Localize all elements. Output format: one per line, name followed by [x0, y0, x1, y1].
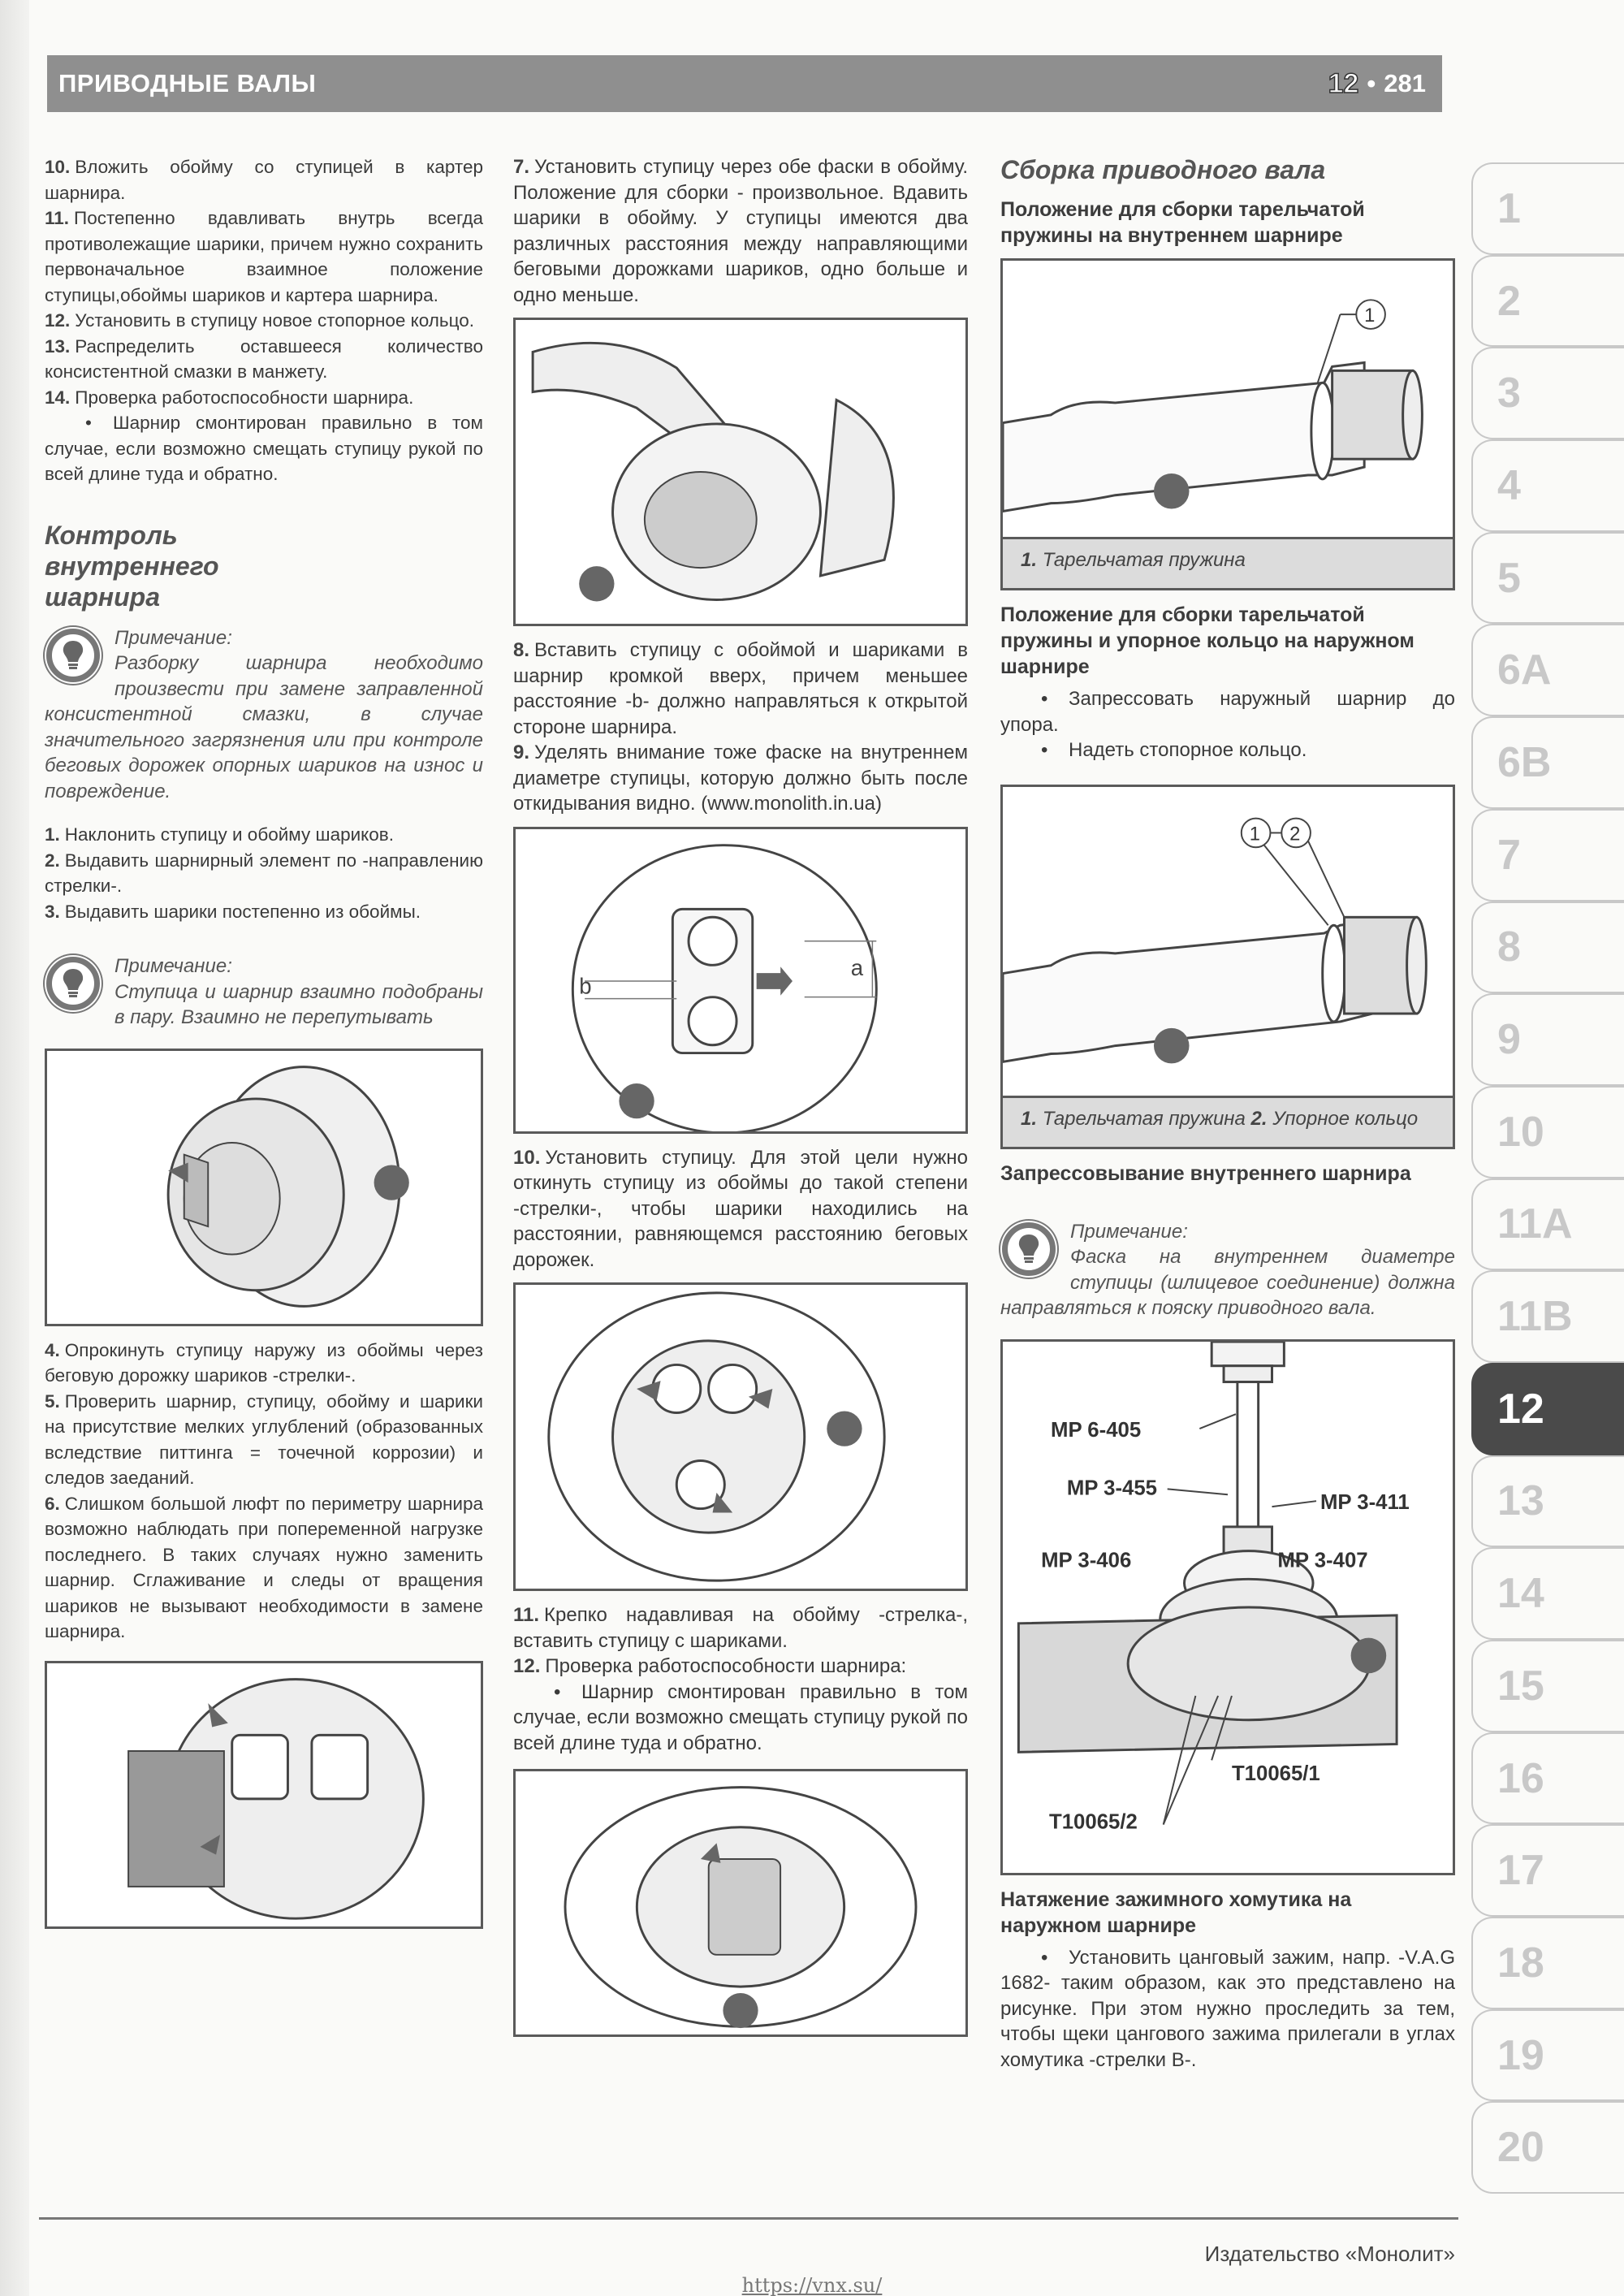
figure-outer-spring-ring — [1000, 785, 1455, 1149]
column-2 — [513, 154, 968, 2048]
monolith-logo-icon — [827, 1412, 862, 1446]
source-url-link[interactable]: https://vnx.su/ — [741, 2274, 883, 2296]
chapter-tab-10[interactable]: 10 — [1471, 1086, 1624, 1178]
figure-joint-tilted — [45, 1049, 483, 1326]
step-7: 7. Установить ступицу через обе фаски в обойму. Положение для сборки - произвольное. Вдавить шарики в обойму. У ступицы имеются два различных расстояния между направляющими беговыми дорожками шариков, одно больше и одно меньше. — [513, 156, 968, 306]
bullet-check: • Шарнир смонтирован правильно в том случае, если возможно смещать ступицу рукой по всей длине туда и обратно. — [45, 410, 483, 487]
label-mp3-406: MP 3-406 — [1041, 1548, 1132, 1572]
figure-caption: 1. Тарельчатая пружина — [1003, 537, 1453, 588]
label-t10065-1: T10065/1 — [1231, 1762, 1320, 1785]
column-1 — [45, 154, 483, 1940]
monolith-logo-icon — [723, 1993, 758, 2028]
step-11: 11. Постепенно вдавливать внутрь всегда противолежащие шарики, причем нужно сохранить первоначальное взаимное положение ступицы,обоймы шариков и картера шарнира. — [45, 208, 483, 305]
chapter-tab-18[interactable]: 18 — [1471, 1917, 1624, 2009]
hub-distance-illustration — [516, 829, 965, 1131]
figure-hub-distance-ab — [513, 827, 968, 1134]
hub-tilt-illustration — [516, 1285, 965, 1589]
label-mp3-411: MP 3-411 — [1320, 1490, 1410, 1514]
monolith-logo-icon — [579, 566, 614, 601]
step-13: 13. Распределить оставшееся количество консистентной смазки в манжету. — [45, 335, 483, 382]
page-binding-edge — [0, 0, 29, 2296]
chapter-tab-1[interactable]: 1 — [1471, 162, 1624, 255]
step-5: 5. Проверить шарнир, ступицу, обойму и шарики на присутствие мелких углублений (образованных вследствие питтинга = точечной коррозии) и следов заеданий. — [45, 1390, 483, 1488]
chapter-tab-12-active[interactable]: 12 — [1471, 1363, 1624, 1455]
chapter-tab-5[interactable]: 5 — [1471, 532, 1624, 625]
label-mp3-407: MP 3-407 — [1277, 1548, 1368, 1572]
footer-divider — [39, 2217, 1458, 2220]
chapter-tab-14[interactable]: 14 — [1471, 1547, 1624, 1640]
figure-hub-tilt-arrows — [513, 1282, 968, 1591]
page-indicator — [1328, 68, 1426, 100]
chapter-tab-20[interactable]: 20 — [1471, 2101, 1624, 2194]
note-text: Ступица и шарнир взаимно подобраны в пару. Взаимно не перепутывать — [114, 980, 483, 1028]
subheading-inner-spring: Положение для сборки тарельчатой пружины на внутреннем шарнире — [1000, 198, 1365, 247]
heading-inner-joint-control: Контроль внутреннего шарнира — [45, 520, 219, 612]
step-14: 14. Проверка работоспособности шарнира. — [45, 387, 414, 408]
step-12: 12. Установить в ступицу новое стопорное кольцо. — [45, 310, 475, 331]
publisher-credit: Издательство «Монолит» — [1204, 2242, 1455, 2266]
chapter-tab-11a[interactable]: 11A — [1471, 1178, 1624, 1271]
hub-installed-illustration — [516, 1771, 965, 2034]
lightbulb-icon — [46, 629, 100, 682]
note-pairing — [45, 953, 483, 1031]
bullet-icon: • — [1041, 688, 1048, 710]
separator-dot: • — [1367, 69, 1376, 97]
subheading-outer-spring-ring: Положение для сборки тарельчатой пружины и упорное кольцо на наружном шарнире — [1000, 603, 1415, 678]
section-title: ПРИВОДНЫЕ ВАЛЫ — [58, 69, 317, 97]
running-header — [47, 55, 1442, 112]
chapter-tab-6a[interactable]: 6A — [1471, 624, 1624, 716]
svg-text:1: 1 — [1249, 823, 1260, 845]
note-text: Фаска на внутреннем диаметре ступицы (шлицевое соединение) должна направляться к пояску приводного вала. — [1000, 1246, 1455, 1319]
heading-driveshaft-assembly: Сборка приводного вала — [1000, 155, 1326, 184]
monolith-logo-icon — [1154, 473, 1190, 509]
subheading-clamp-tension: Натяжение зажимного хомутика на наружном шарнире — [1000, 1887, 1352, 1937]
cage-illustration — [47, 1663, 481, 1926]
chapter-tab-8[interactable]: 8 — [1471, 902, 1624, 994]
bullet-fit-ring: • Надеть стопорное кольцо. — [1000, 737, 1455, 763]
step-6: 6. Слишком большой люфт по периметру шарнира возможно наблюдать при попеременной нагрузке последнего. В таких случаях нужно заменить шарнир. Сглаживание и следы от вращения шариков не вызывают необходимости в замене шарнира. — [45, 1493, 483, 1641]
chapter-tab-15[interactable]: 15 — [1471, 1640, 1624, 1732]
chapter-tab-3[interactable]: 3 — [1471, 347, 1624, 439]
figure-hand-insert-hub — [513, 318, 968, 626]
bullet-icon: • — [1041, 739, 1048, 761]
step-9: 9. Уделять внимание тоже фаске на внутреннем диаметре ступицы, которую должно быть после откидывания видно. (www.monolith.in.ua) — [513, 742, 968, 815]
step-10: 10. Вложить обойму со ступицей в картер шарнира. — [45, 157, 483, 203]
chapter-tab-2[interactable]: 2 — [1471, 255, 1624, 348]
label-t10065-2: T10065/2 — [1049, 1810, 1138, 1833]
label-mp6-405: MP 6-405 — [1051, 1418, 1142, 1442]
step-12b: 12. Проверка работоспособности шарнира: — [513, 1655, 907, 1677]
monolith-logo-icon — [1351, 1637, 1387, 1673]
bullet-icon: • — [1041, 1946, 1048, 1969]
chapter-number: 12 — [1328, 67, 1359, 99]
chapter-tab-13[interactable]: 13 — [1471, 1455, 1624, 1548]
hand-hub-illustration — [516, 320, 965, 624]
step-2: 2. Выдавить шарнирный элемент по -направлению стрелки-. — [45, 850, 483, 896]
svg-text:1: 1 — [1364, 305, 1376, 327]
step-4: 4. Опрокинуть ступицу наружу из обоймы через беговую дорожку шариков -стрелки-. — [45, 1339, 483, 1386]
page-number: 281 — [1384, 69, 1426, 97]
figure-hub-installed — [513, 1769, 968, 2037]
chapter-tab-6b[interactable]: 6B — [1471, 716, 1624, 809]
step-3: 3. Выдавить шарики постепенно из обоймы. — [45, 901, 421, 922]
dim-label-a: a — [850, 954, 864, 980]
bullet-icon: • — [85, 413, 92, 433]
subheading-press-inner-joint: Запрессовывание внутреннего шарнира — [1000, 1161, 1411, 1185]
monolith-logo-icon — [619, 1083, 654, 1118]
joint-illustration — [47, 1051, 481, 1324]
chapter-tabs — [1471, 162, 1624, 2194]
shaft-ring-illustration — [1003, 787, 1453, 1096]
bullet-check-2: • Шарнир смонтирован правильно в том случае, если возможно смещать ступицу рукой по всей длине туда и обратно. — [513, 1680, 968, 1754]
shaft-spring-illustration — [1003, 261, 1453, 537]
step-1: 1. Наклонить ступицу и обойму шариков. — [45, 824, 394, 845]
chapter-tab-11b[interactable]: 11B — [1471, 1270, 1624, 1363]
bullet-press-outer: • Запрессовать наружный шарнир до упора. — [1000, 688, 1455, 736]
step-8: 8. Вставить ступицу с обоймой и шариками в шарнир кромкой вверх, причем меньшее расстояние -b- должно направляться к открытой стороне шарнира. — [513, 639, 968, 738]
figure-cage-arrows — [45, 1661, 483, 1929]
svg-text:2: 2 — [1289, 823, 1301, 845]
bullet-clamp: • Установить цанговый зажим, напр. -V.A.G 1682- таким образом, как это представлено на рисунке. При этом нужно проследить за тем, чтобы щеки цангового зажима прилегали в углах хомутика -стрелки В-. — [1000, 1946, 1455, 2071]
press-tools-illustration — [1003, 1342, 1453, 1873]
dim-label-b: b — [579, 973, 592, 999]
note-label: Примечание: — [1070, 1220, 1188, 1243]
figure-caption: 1. Тарельчатая пружина 2. Упорное кольцо — [1003, 1096, 1453, 1147]
monolith-logo-icon — [1154, 1027, 1190, 1063]
note-text: Разборку шарнира необходимо произвести при замене заправленной консистентной смазки, в случае значительного загрязнения или при контроле беговых дорожек опорных шариков на износ и повреждение. — [45, 652, 483, 802]
column-3 — [1000, 154, 1455, 2073]
label-mp3-455: MP 3-455 — [1066, 1476, 1158, 1499]
note-label: Примечание: — [114, 955, 232, 977]
note-chamfer — [1000, 1219, 1455, 1321]
step-10b: 10. Установить ступицу. Для этой цели нужно откинуть ступицу из обоймы до такой степени -стрелки-, чтобы шарики находились на расстоянии, равняющемся расстоянию беговых дорожек. — [513, 1146, 968, 1271]
step-11b: 11. Крепко надавливая на обойму -стрелка-, вставить ступицу с шариками. — [513, 1604, 968, 1652]
chapter-tab-7[interactable]: 7 — [1471, 809, 1624, 902]
chapter-tab-4[interactable]: 4 — [1471, 439, 1624, 532]
chapter-tab-16[interactable]: 16 — [1471, 1732, 1624, 1825]
note-disassembly — [45, 625, 483, 805]
lightbulb-icon — [46, 957, 100, 1010]
figure-inner-spring — [1000, 258, 1455, 590]
chapter-tab-19[interactable]: 19 — [1471, 2009, 1624, 2102]
monolith-logo-icon — [374, 1165, 409, 1200]
chapter-tab-17[interactable]: 17 — [1471, 1824, 1624, 1917]
chapter-tab-9[interactable]: 9 — [1471, 993, 1624, 1086]
bullet-icon: • — [554, 1680, 561, 1703]
note-label: Примечание: — [114, 626, 232, 649]
figure-press-tools — [1000, 1339, 1455, 1875]
lightbulb-icon — [1002, 1222, 1056, 1276]
